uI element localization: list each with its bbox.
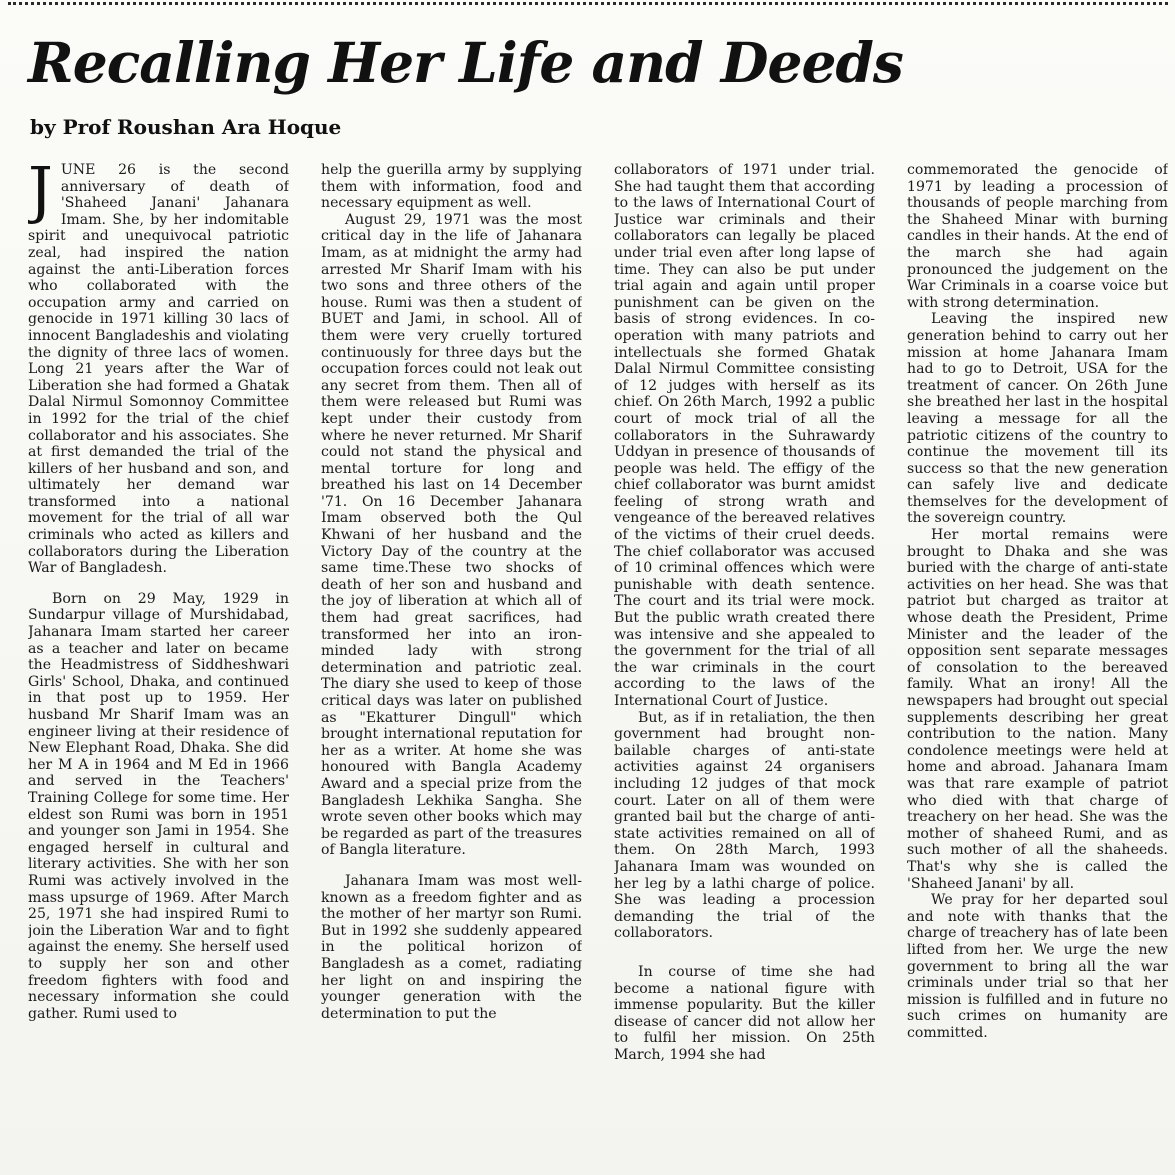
paragraph: Leaving the inspired new generation behind to carry out her mission at home Jahanara Imam had to go to Detroit, USA for the treatment of cancer. On 26th June she breathed her last in the hospital leaving a message for all the patriotic citizens of the country to continue the movement till its success so that the new generation can safely live and dedicate themselves for the development of the sovereign country.	[907, 311, 1168, 527]
paragraph: We pray for her departed soul and note with thanks that the charge of treachery has of late been lifted from her. We urge the new government to bring all the war criminals under trial so that her mission is fulfilled and in future no such crimes on humanity are committed.	[907, 892, 1168, 1041]
paragraph: August 29, 1971 was the most critical day in the life of Jahanara Imam, as at midnight the army had arrested Mr Sharif Imam with his two sons and three others of the house. Rumi was then a student of BUET and Jami, in school. All of them were very cruelly tortured continuously for three days but the occupation forces could not leak out any secret from them. Then all of them were released but Rumi was kept under their custody from where he never returned. Mr Sharif could not stand the physical and mental torture for long and breathed his last on 14 December '71. On 16 December Jahanara Imam observed both the Qul Khwani of her husband and the Victory Day of the country at the same time.These two shocks of death of her son and husband and the joy of liberation at which all of them had great sacrifices, had transformed her into an iron-minded lady with strong determination and patriotic zeal. The diary she used to keep of those critical days was later on published as "Ekatturer Dingull" which brought international reputation for her as a writer. At home she was honoured with Bangla Academy Award and a special prize from the Bangladesh Lekhika Sangha. She wrote seven other books which may be regarded as part of the treasures of Bangla literature.	[321, 211, 582, 859]
column-4	[907, 162, 1168, 1167]
paragraph: Born on 29 May, 1929 in Sundarpur village of Murshidabad, Jahanara Imam started her career as a teacher and later on became the Headmistress of Siddheshwari Girls' School, Dhaka, and continued in that post up to 1959. Her husband Mr Sharif Imam was an engineer living at their residence of New Elephant Road, Dhaka. She did her M A in 1964 and M Ed in 1966 and served in the Teachers' Training College for some time. Her eldest son Rumi was born in 1951 and younger son Jami in 1954. She engaged herself in cultural and literary activities. She with her son Rumi was actively involved in the mass upsurge of 1969. After March 25, 1971 she had inspired Rumi to join the Liberation War and to fight against the enemy. She herself used to supply her son and other freedom fighters with food and necessary information she could gather. Rumi used to	[28, 590, 289, 1022]
drop-cap: J	[28, 162, 53, 226]
paragraph: But, as if in retaliation, the then government had brought non-bailable charges of anti-state activities against 24 organisers including 12 judges of that mock court. Later on all of them were granted bail but the charge of anti-state activities remained on all of them. On 28th March, 1993 Jahanara Imam was wounded on her leg by a lathi charge of police. She was leading a procession demanding the trial of the collaborators.	[614, 709, 875, 942]
column-1	[28, 162, 289, 1167]
paragraph: collaborators of 1971 under trial. She had taught them that according to the laws of International Court of Justice war criminals and their collaborators can legally be placed under trial even after long lapse of time. They can also be put under trial again and again until proper punishment can be given on the basis of strong evidences. In co-operation with many patriots and intellectuals she formed Ghatak Dalal Nirmul Committee consisting of 12 judges with herself as its chief. On 26th March, 1992 a public court of mock trial of all the collaborators in the Suhrawardy Uddyan in presence of thousands of people was held. The effigy of the chief collaborator was burnt amidst feeling of strong wrath and vengeance of the bereaved relatives of the victims of their cruel deeds. The chief collaborator was accused of 10 criminal offences which were punishable with death sentence. The court and its trial were mock. But the public wrath created there was intensive and she appealed to the government for the trial of all the war criminals in the court according to the laws of the International Court of Justice.	[614, 162, 875, 709]
headline: Recalling Her Life and Deeds	[28, 30, 903, 95]
paragraph: JUNE 26 is the second anniversary of death of 'Shaheed Janani' Jahanara Imam. She, by her indomitable spirit and unequivocal patriotic zeal, had inspired the nation against the anti-Liberation forces who collaborated with the occupation army and carried on genocide in 1971 killing 30 lacs of innocent Bangladeshis and violating the dignity of three lacs of women. Long 21 years after the War of Liberation she had formed a Ghatak Dalal Nirmul Somonnoy Committee in 1992 for the trial of the chief collaborator and his associates. She at first demanded the trial of the killers of her husband and son, and ultimately her demand war transformed into a national movement for the trial of all war criminals who acted as killers and collaborators during the Liberation War of Bangladesh.	[28, 162, 289, 577]
paragraph: In course of time she had become a national figure with immense popularity. But the killer disease of cancer did not allow her to fulfil her mission. On 25th March, 1994 she had	[614, 963, 875, 1063]
article-body	[28, 162, 1168, 1167]
dotted-top-rule	[8, 2, 1168, 13]
paragraph: help the guerilla army by supplying them with information, food and necessary equipment as well.	[321, 162, 582, 212]
column-2	[321, 162, 582, 1167]
paragraph: Her mortal remains were brought to Dhaka and she was buried with the charge of anti-state activities on her head. She was that patriot but charged as traitor at whose death the President, Prime Minister and the leader of the opposition sent separate messages of consolation to the bereaved family. What an irony! All the newspapers had brought out special supplements describing her great contribution to the nation. Many condolence meetings were held at home and abroad. Jahanara Imam was that rare example of patriot who died with that charge of treachery on her head. She was the mother of shaheed Rumi, and as such mother of all the shaheeds. That's why she is called the 'Shaheed Janani' by all.	[907, 527, 1168, 892]
column-3	[614, 162, 875, 1167]
byline: by Prof Roushan Ara Hoque	[30, 115, 342, 139]
paragraph: Jahanara Imam was most well-known as a freedom fighter and as the mother of her martyr son Rumi. But in 1992 she suddenly appeared in the political horizon of Bangladesh as a comet, radiating her light on and inspiring the younger generation with the determination to put the	[321, 872, 582, 1022]
paragraph: commemorated the genocide of 1971 by leading a procession of thousands of people marching from the Shaheed Minar with burning candles in their hands. At the end of the march she had again pronounced the judgement on the War Criminals in a coarse voice but with strong determination.	[907, 162, 1168, 311]
